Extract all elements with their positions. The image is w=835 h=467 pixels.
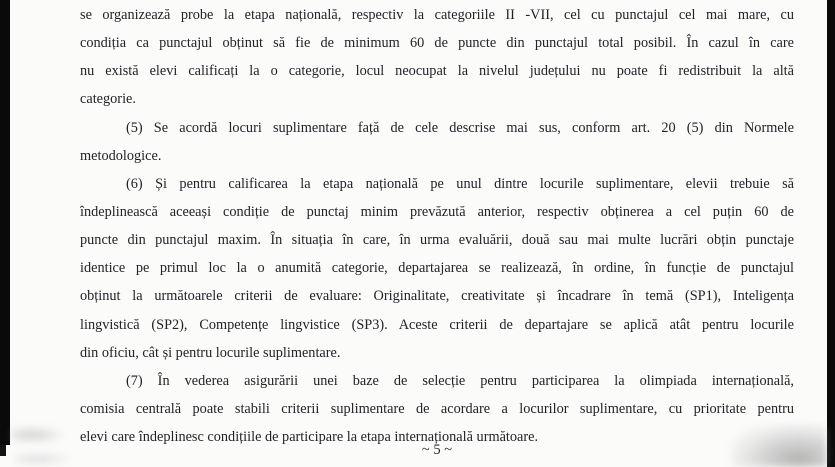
scan-edge-bar-right [827,0,835,467]
scan-edge-bar-left [0,0,10,445]
text-line: (7) În vederea asigurării unei baze de selecție pentru participarea la olimpiada internațională, [126,372,794,389]
text-line: puncte din punctajul maxim. În situația în care, în urma evaluării, două sau mai multe lucrări obțin punctaje [80,232,794,249]
text-line: lingvistică (SP2), Competențe lingvistice (SP3). Aceste criterii de departajare se aplică atât pentru locurile [80,316,794,333]
paragraph-article-6 [80,170,794,367]
scan-smudge-bottom-left-upper [10,427,65,443]
text-line: elevi care îndeplinesc condițiile de participare la etapa internațională următoare. [80,429,539,446]
text-line: se organizează probe la etapa națională, respectiv la categoriile II -VII, cel cu punctajul cel mai mare, cu [80,7,794,23]
text-line: (5) Se acordă locuri suplimentare față de cele descrise mai sus, conform art. 20 (5) din Normele [126,119,794,136]
paragraph-article-5 [80,114,794,170]
paragraph-article-7 [80,367,794,451]
scan-edge-bar-left-nub [0,445,6,456]
text-line: metodologice. [80,147,162,164]
text-line: (6) Și pentru calificarea la etapa națională pe unul dintre locurile suplimentare, elevii trebuie să [126,175,794,192]
text-line: comisia centrală poate stabili criterii suplimentare de acordare a locurilor suplimentare, cu prioritate pentru [80,400,794,417]
text-line: nu există elevi calificați la o categorie, locul neocupat la nivelul județului nu poate fi redistribuit la altă [80,63,794,80]
scan-smudge-bottom-left-lower [14,453,74,465]
paragraph-continuation [80,1,794,114]
text-line: din oficiu, cât și pentru locurile suplimentare. [80,344,341,361]
text-line: obținut la următoarele criterii de evaluare: Originalitate, creativitate și încadrare în temă (SP1), Inteligența [80,288,794,305]
document-text-block [80,1,794,451]
text-line: îndeplinească aceeași condiție de punctaj minim prevăzută anterior, respectiv obținerea a cel puțin 60 de [80,203,794,220]
text-line: categorie. [80,91,136,108]
page-number: ~ 5 ~ [421,442,453,458]
text-line: identice pe primul loc la o anumită categorie, departajarea se realizează, în ordine, în funcție de punctajul [80,260,794,277]
text-line: condiția ca punctajul obținut să fie de minimum 60 de puncte din punctajul total posibil. În cazul în care [80,35,794,52]
